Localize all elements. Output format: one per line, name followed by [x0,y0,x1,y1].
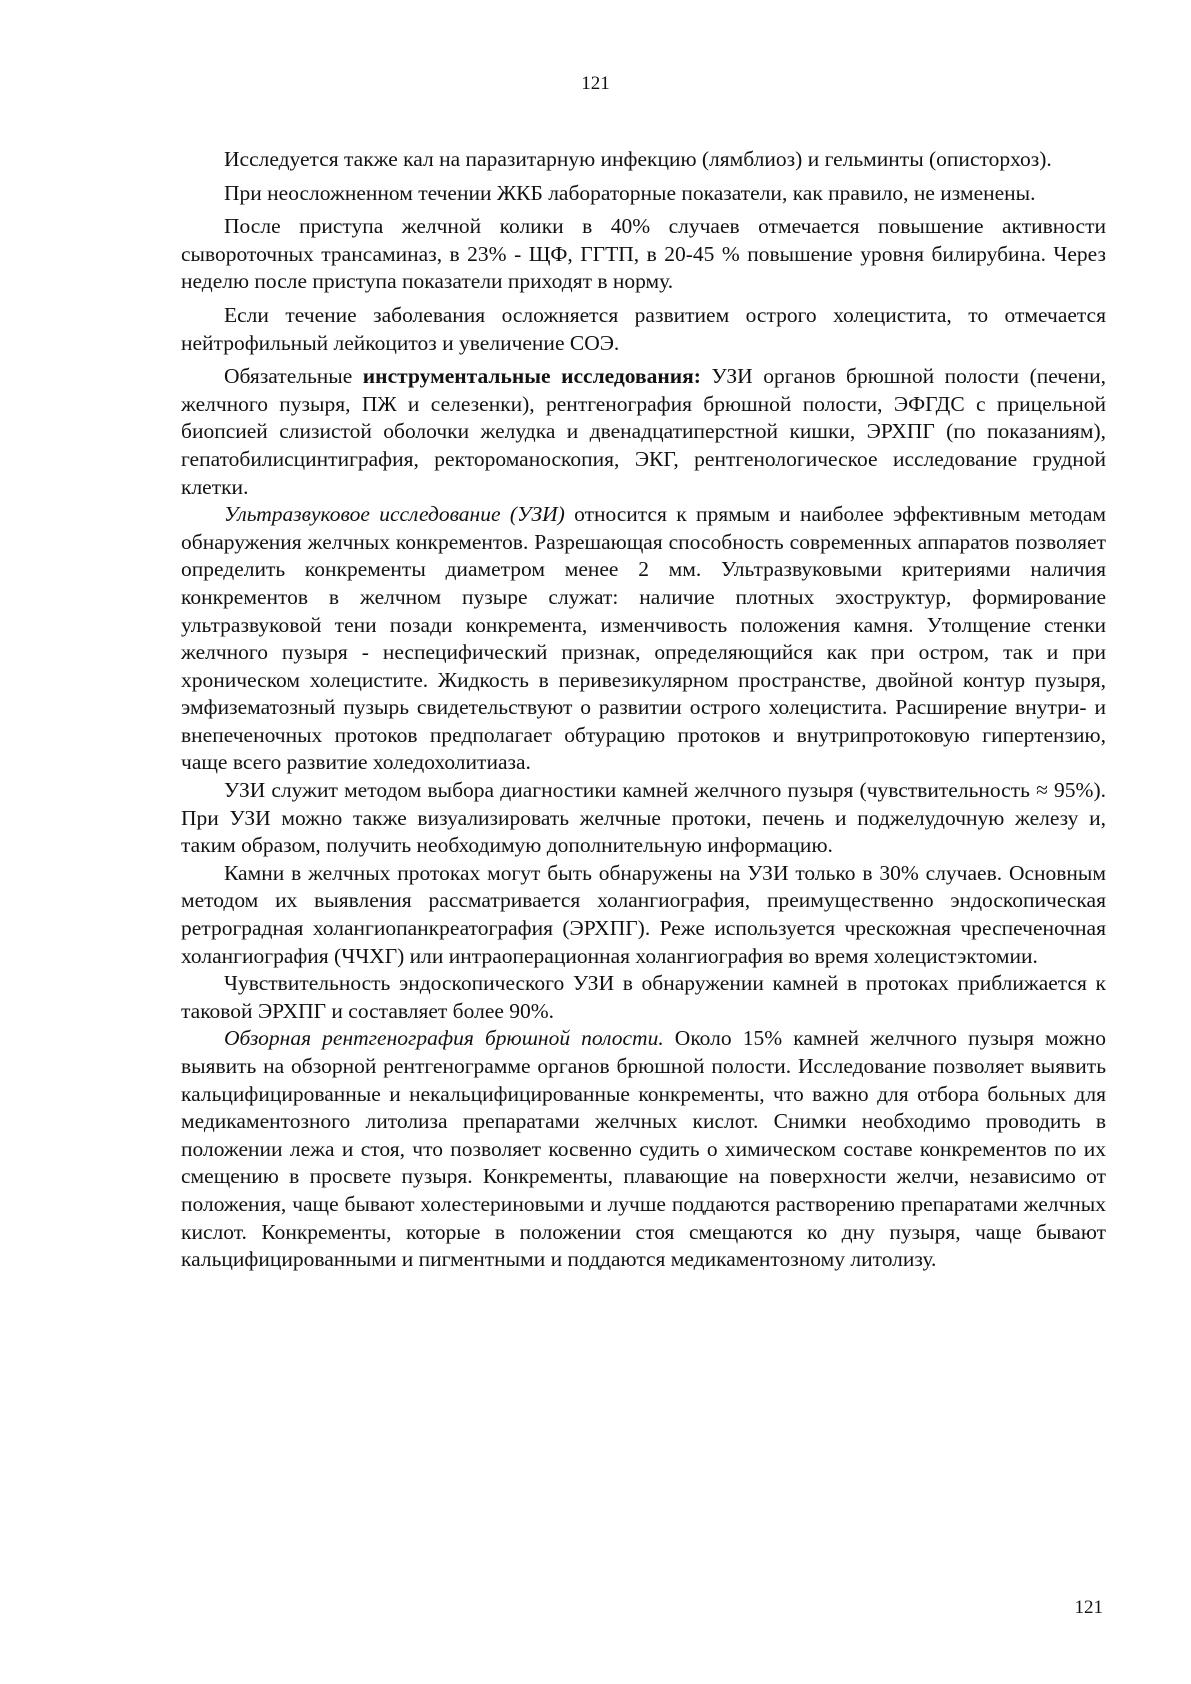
paragraph-stool-test: Исследуется также кал на паразитарную инфекцию (лямблиоз) и гельминты (описторхоз). [224,147,1052,171]
paragraph-endoscopic-ultrasound: Чувствительность эндоскопического УЗИ в обнаружении камней в протоках приближается к таковой ЭРХПГ и составляет более 90%. [181,971,1106,1023]
instrumental-text: УЗИ органов брюшной полости (печени, желчного пузыря, ПЖ и селезенки), рентгенография брюшной полости, ЭФГДС с прицельной биопсией слизистой оболочки желудка и двенадцатиперстной кишки, ЭРХПГ (по показаниям), гепатобилисцинтиграфия, ректороманоскопия, ЭКГ, рентгенологическое исследование грудной клетки. [181,364,1106,499]
paragraph-acute-cholecystitis: Если течение заболевания осложняется развитием острого холецистита, то отмечается нейтрофильный лейкоцитоз и увеличение СОЭ. [181,302,1106,355]
page-number-bottom: 121 [1074,1597,1103,1618]
instrumental-heading: инструментальные исследования: [362,364,701,389]
ultrasound-heading: Ультразвуковое исследование (УЗИ) [224,502,565,527]
paragraph-duct-stones: Камни в желчных протоках могут быть обнаружены на УЗИ только в 30% случаев. Основным методом их выявления рассматривается холангиография, преимущественно эндоскопическая ретроградная холангиопанкреатография (ЭРХПГ). Реже используется чрескожная чреспеченочная холангиография (ЧЧХГ) или интраоперационная холангиография во время холецистэктомии. [181,860,1106,968]
paragraph-ultrasound [181,501,1106,777]
paragraph-plain-radiography [181,1025,1106,1273]
ultrasound-text-continued: Расширение внутри- и внепеченочных протоков предполагает обтурацию протоков и внутрипротоковую гипертензию, чаще всего развитие холедохолитиаза. [181,695,1106,775]
paragraph-lab-normal: При неосложненном течении ЖКБ лабораторные показатели, как правило, не изменены. [224,180,1036,205]
ultrasound-text: относится к прямым и наиболее эффективным методам обнаружения желчных конкрементов. Разрешающая способность современных аппаратов позволяет определить конкременты диаметром менее 2 мм. Ультразвуковыми критериями наличия конкрементов в желчном пузыре служат: наличие плотных эхоструктур, формирование ультразвуковой тени позади конкремента, изменчивость положения камня. Утолщение стенки желчного пузыря - неспецифический признак, определяющийся как при остром, так и при хроническом холецистите. Жидкость в перивезикулярном пространстве, двойной контур пузыря, эмфизематозный пузырь свидетельствуют о развитии острого холецистита. [181,502,1107,720]
page-number-top: 121 [581,73,610,94]
radiography-heading: Обзорная рентгенография брюшной полости. [224,1026,664,1051]
paragraph-biliary-colic: После приступа желчной колики в 40% случаев отмечается повышение активности сывороточных трансаминаз, в 23% - ЩФ, ГГТП, в 20-45 % повышение уровня билирубина. Через неделю после приступа показатели приходят в норму. [181,214,1106,294]
instrumental-lead: Обязательные [224,364,363,389]
paragraph-ultrasound-sensitivity: УЗИ служит методом выбора диагностики камней желчного пузыря (чувствительность ≈ 95%). При УЗИ можно также визуализировать желчные протоки, печень и поджелудочную железу и, таким образом, получить необходимую дополнительную информацию. [181,778,1106,858]
radiography-text: Около 15% камней желчного пузыря можно выявить на обзорной рентгенограмме органов брюшной полости. Исследование позволяет выявить кальцифицированные и некальцифицированные конкременты, что важно для отбора больных для медикаментозного литолиза препаратами желчных кислот. Снимки необходимо проводить в положении лежа и стоя, что позволяет косвенно судить о химическом составе конкрементов по их смещению в просвете пузыря. Конкременты, плавающие на поверхности желчи, независимо от положения, чаще бывают холестериновыми и лучше поддаются растворению препаратами желчных кислот. Конкременты, которые в положении стоя смещаются ко дну пузыря, чаще бывают кальцифицированными и пигментными и поддаются медикаментозному литолизу. [181,1026,1106,1272]
paragraph-instrumental-studies [181,363,1106,501]
page-body [181,146,1106,1274]
